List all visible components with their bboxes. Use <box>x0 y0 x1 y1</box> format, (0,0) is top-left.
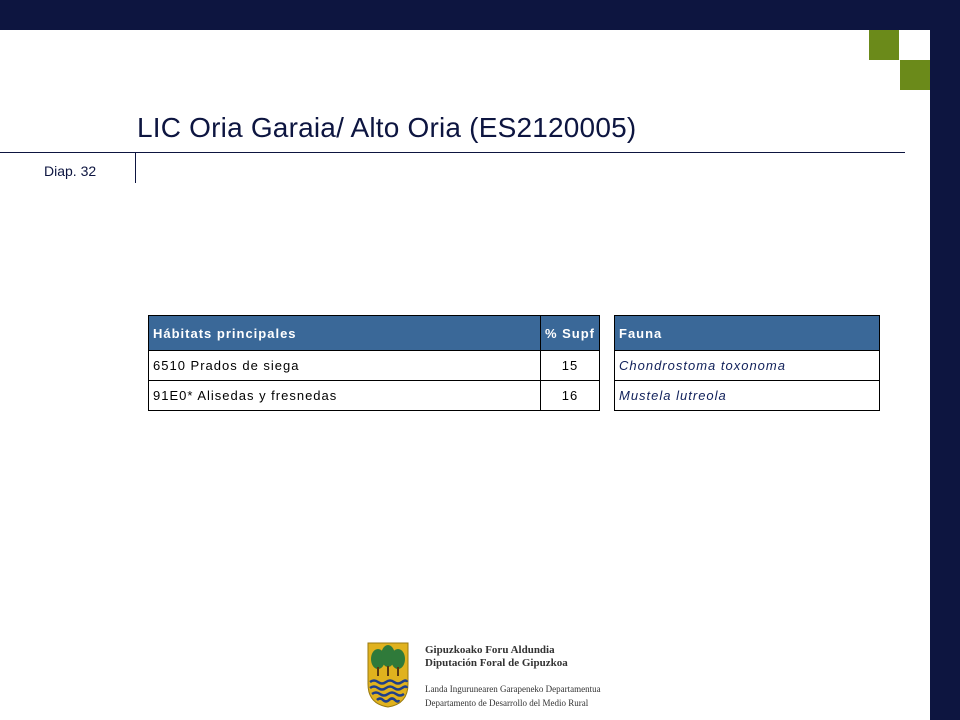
habitat-cell: 6510 Prados de siega <box>149 351 541 381</box>
table-row <box>615 351 880 381</box>
slide-number: Diap. 32 <box>44 163 97 179</box>
table-row <box>149 351 600 381</box>
habitat-cell: 91E0* Alisedas y fresnedas <box>149 381 541 411</box>
green-accent-square <box>900 60 930 90</box>
species-cell: Mustela lutreola <box>615 381 880 411</box>
slide-title: LIC Oria Garaia/ Alto Oria (ES2120005) <box>137 112 637 143</box>
logo-text-block <box>425 644 601 709</box>
table-row <box>149 381 600 411</box>
top-border-bar <box>0 0 960 30</box>
table-row <box>615 381 880 411</box>
slide-number-divider <box>135 152 136 183</box>
fauna-table <box>614 315 880 411</box>
table-header-row <box>149 316 600 351</box>
logo-name-basque: Gipuzkoako Foru Aldundia <box>425 644 555 656</box>
right-border-bar <box>930 0 960 720</box>
logo-name-spanish: Diputación Foral de Gipuzkoa <box>425 657 568 669</box>
table-header-row <box>615 316 880 351</box>
fauna-header: Fauna <box>615 316 880 351</box>
habitats-header: Hábitats principales <box>149 316 541 351</box>
percent-cell: 16 <box>540 381 599 411</box>
gipuzkoa-coat-of-arms-logo <box>367 642 409 708</box>
habitats-table <box>148 315 600 411</box>
logo-department-basque: Landa Ingurunearen Garapeneko Departamentua <box>425 684 601 694</box>
percent-cell: 15 <box>540 351 599 381</box>
percent-surface-header: % Supf <box>540 316 599 351</box>
species-cell: Chondrostoma toxonoma <box>615 351 880 381</box>
green-accent-square <box>869 30 899 60</box>
logo-department-spanish: Departamento de Desarrollo del Medio Rural <box>425 698 589 708</box>
